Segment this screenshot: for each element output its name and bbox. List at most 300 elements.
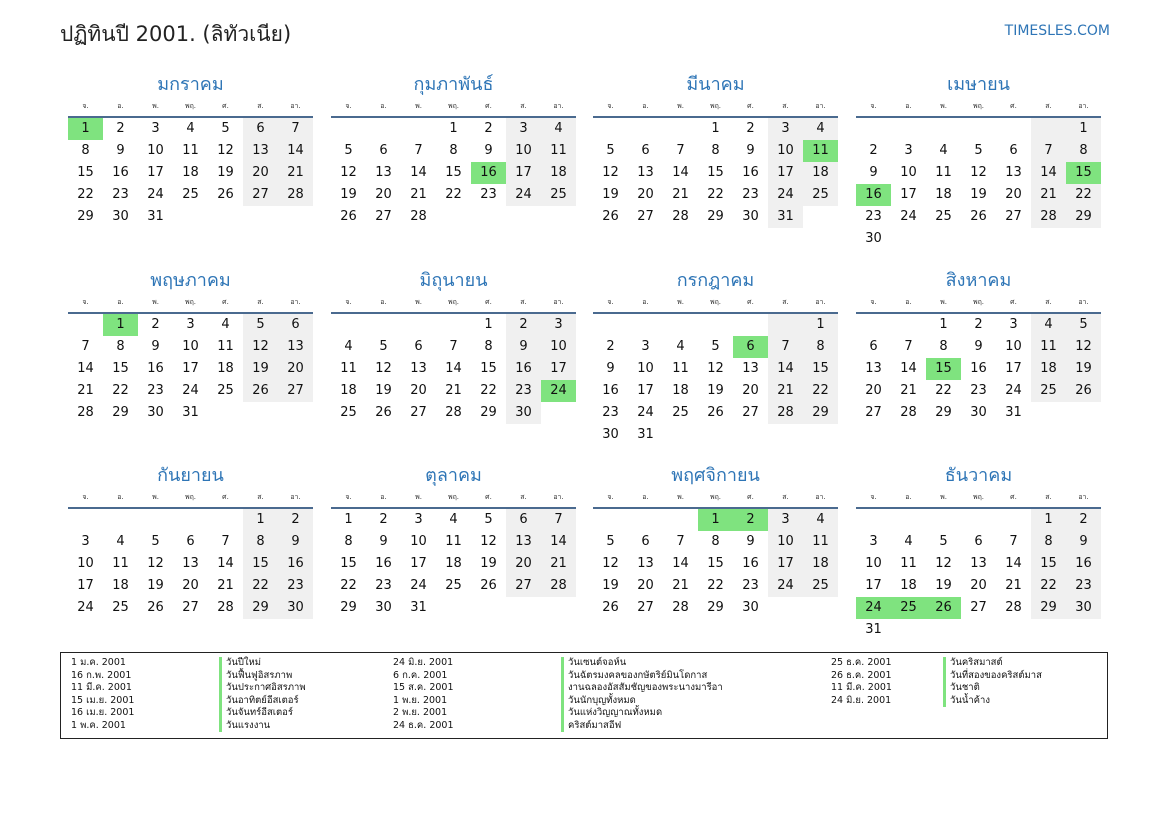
day-cell[interactable]: 9 <box>869 165 878 180</box>
day-cell[interactable]: 23 <box>112 187 129 202</box>
day-cell[interactable]: 15 <box>1031 553 1066 575</box>
day-cell[interactable]: 2 <box>746 121 755 136</box>
day-cell[interactable]: 20 <box>375 187 392 202</box>
day-cell[interactable]: 21 <box>278 162 313 184</box>
day-cell[interactable]: 19 <box>602 578 619 593</box>
day-cell[interactable]: 2 <box>869 143 878 158</box>
day-cell[interactable]: 15 <box>77 165 94 180</box>
day-cell[interactable]: 30 <box>970 405 987 420</box>
day-cell[interactable]: 26 <box>1066 380 1101 402</box>
day-cell[interactable]: 10 <box>1005 339 1022 354</box>
day-cell[interactable]: 12 <box>602 165 619 180</box>
day-cell[interactable]: 24 <box>77 600 94 615</box>
day-cell[interactable]: 2 <box>1066 509 1101 531</box>
day-cell[interactable]: 16 <box>742 165 759 180</box>
day-cell[interactable]: 1 <box>484 317 493 332</box>
day-cell[interactable]: 7 <box>221 534 230 549</box>
day-cell[interactable]: 29 <box>340 600 357 615</box>
day-cell[interactable]: 2 <box>506 314 541 336</box>
day-cell[interactable]: 26 <box>602 600 619 615</box>
day-cell[interactable]: 12 <box>340 165 357 180</box>
day-cell[interactable]: 24 <box>768 184 803 206</box>
day-cell[interactable]: 19 <box>217 165 234 180</box>
day-cell[interactable]: 10 <box>410 534 427 549</box>
day-cell[interactable]: 5 <box>711 339 720 354</box>
day-cell[interactable]: 22 <box>112 383 129 398</box>
day-cell[interactable]: 27 <box>182 600 199 615</box>
day-cell[interactable]: 25 <box>935 209 952 224</box>
day-cell[interactable]: 9 <box>151 339 160 354</box>
day-cell[interactable]: 5 <box>939 534 948 549</box>
day-cell[interactable]: 10 <box>637 361 654 376</box>
day-cell[interactable]: 28 <box>445 405 462 420</box>
day-cell[interactable]: 7 <box>541 509 576 531</box>
day-cell[interactable]: 20 <box>243 162 278 184</box>
day-cell[interactable]: 11 <box>935 165 952 180</box>
day-cell[interactable]: 26 <box>147 600 164 615</box>
day-cell[interactable]: 26 <box>217 187 234 202</box>
day-cell[interactable]: 25 <box>803 575 838 597</box>
day-cell[interactable]: 7 <box>676 534 685 549</box>
day-cell[interactable]: 18 <box>217 361 234 376</box>
day-cell[interactable]: 13 <box>637 165 654 180</box>
day-cell[interactable]: 16 <box>1066 553 1101 575</box>
day-cell[interactable]: 13 <box>865 361 882 376</box>
day-cell[interactable]: 5 <box>1066 314 1101 336</box>
day-cell[interactable]: 12 <box>375 361 392 376</box>
day-cell[interactable]: 22 <box>480 383 497 398</box>
day-cell[interactable]: 7 <box>904 339 913 354</box>
day-cell[interactable]: 14 <box>410 165 427 180</box>
day-cell[interactable]: 6 <box>414 339 423 354</box>
day-cell[interactable]: 30 <box>278 597 313 619</box>
day-cell[interactable]: 4 <box>541 118 576 140</box>
day-cell[interactable]: 19 <box>602 187 619 202</box>
day-cell[interactable]: 21 <box>672 578 689 593</box>
day-cell[interactable]: 17 <box>506 162 541 184</box>
day-cell[interactable]: 27 <box>637 600 654 615</box>
day-cell[interactable]: 28 <box>1031 206 1066 228</box>
day-cell[interactable]: 13 <box>410 361 427 376</box>
day-cell[interactable]: 15 <box>112 361 129 376</box>
day-cell[interactable]: 20 <box>410 383 427 398</box>
day-cell[interactable]: 2 <box>484 121 493 136</box>
day-cell[interactable]: 22 <box>1031 575 1066 597</box>
day-cell[interactable]: 13 <box>375 165 392 180</box>
day-cell[interactable]: 27 <box>278 380 313 402</box>
day-cell[interactable]: 7 <box>768 336 803 358</box>
day-cell[interactable]: 18 <box>1031 358 1066 380</box>
day-cell[interactable]: 17 <box>865 578 882 593</box>
day-cell[interactable]: 10 <box>541 336 576 358</box>
day-cell[interactable]: 19 <box>340 187 357 202</box>
day-cell[interactable]: 8 <box>1066 140 1101 162</box>
day-cell[interactable]: 25 <box>182 187 199 202</box>
day-cell[interactable]: 4 <box>186 121 195 136</box>
day-cell[interactable]: 28 <box>541 575 576 597</box>
day-cell[interactable]: 13 <box>970 556 987 571</box>
day-cell[interactable]: 12 <box>217 143 234 158</box>
day-cell[interactable]: 2 <box>733 509 768 531</box>
day-cell[interactable]: 21 <box>900 383 917 398</box>
day-cell[interactable]: 25 <box>1031 380 1066 402</box>
day-cell[interactable]: 4 <box>344 339 353 354</box>
day-cell[interactable]: 12 <box>970 165 987 180</box>
day-cell[interactable]: 6 <box>278 314 313 336</box>
day-cell[interactable]: 10 <box>147 143 164 158</box>
day-cell[interactable]: 16 <box>147 361 164 376</box>
day-cell[interactable]: 16 <box>602 383 619 398</box>
day-cell[interactable]: 26 <box>970 209 987 224</box>
day-cell[interactable]: 18 <box>340 383 357 398</box>
day-cell[interactable]: 11 <box>445 534 462 549</box>
day-cell[interactable]: 25 <box>803 184 838 206</box>
day-cell[interactable]: 17 <box>147 165 164 180</box>
day-cell[interactable]: 10 <box>77 556 94 571</box>
day-cell[interactable]: 13 <box>278 336 313 358</box>
day-cell[interactable]: 1 <box>68 118 103 140</box>
day-cell[interactable]: 17 <box>637 383 654 398</box>
day-cell[interactable]: 17 <box>541 358 576 380</box>
day-cell[interactable]: 26 <box>602 209 619 224</box>
day-cell[interactable]: 26 <box>340 209 357 224</box>
day-cell[interactable]: 20 <box>742 383 759 398</box>
day-cell[interactable]: 23 <box>375 578 392 593</box>
day-cell[interactable]: 7 <box>676 143 685 158</box>
day-cell[interactable]: 24 <box>637 405 654 420</box>
day-cell[interactable]: 4 <box>803 118 838 140</box>
day-cell[interactable]: 29 <box>112 405 129 420</box>
day-cell[interactable]: 24 <box>506 184 541 206</box>
day-cell[interactable]: 13 <box>243 140 278 162</box>
day-cell[interactable]: 8 <box>116 339 125 354</box>
day-cell[interactable]: 14 <box>217 556 234 571</box>
day-cell[interactable]: 10 <box>506 140 541 162</box>
day-cell[interactable]: 16 <box>278 553 313 575</box>
day-cell[interactable]: 20 <box>970 578 987 593</box>
day-cell[interactable]: 20 <box>182 578 199 593</box>
day-cell[interactable]: 20 <box>865 383 882 398</box>
day-cell[interactable]: 11 <box>340 361 357 376</box>
day-cell[interactable]: 8 <box>81 143 90 158</box>
day-cell[interactable]: 21 <box>768 380 803 402</box>
day-cell[interactable]: 24 <box>768 575 803 597</box>
day-cell[interactable]: 30 <box>375 600 392 615</box>
day-cell[interactable]: 24 <box>856 597 891 619</box>
day-cell[interactable]: 5 <box>379 339 388 354</box>
day-cell[interactable]: 24 <box>182 383 199 398</box>
day-cell[interactable]: 18 <box>803 162 838 184</box>
day-cell[interactable]: 29 <box>480 405 497 420</box>
day-cell[interactable]: 14 <box>900 361 917 376</box>
day-cell[interactable]: 22 <box>707 578 724 593</box>
day-cell[interactable]: 1 <box>1066 118 1101 140</box>
day-cell[interactable]: 4 <box>1031 314 1066 336</box>
day-cell[interactable]: 16 <box>506 358 541 380</box>
day-cell[interactable]: 21 <box>410 187 427 202</box>
day-cell[interactable]: 20 <box>1005 187 1022 202</box>
day-cell[interactable]: 1 <box>449 121 458 136</box>
day-cell[interactable]: 8 <box>1031 531 1066 553</box>
day-cell[interactable]: 16 <box>112 165 129 180</box>
day-cell[interactable]: 23 <box>865 209 882 224</box>
day-cell[interactable]: 12 <box>935 556 952 571</box>
day-cell[interactable]: 8 <box>939 339 948 354</box>
day-cell[interactable]: 31 <box>768 206 803 228</box>
day-cell[interactable]: 5 <box>243 314 278 336</box>
day-cell[interactable]: 14 <box>1031 162 1066 184</box>
day-cell[interactable]: 10 <box>182 339 199 354</box>
day-cell[interactable]: 2 <box>606 339 615 354</box>
day-cell[interactable]: 5 <box>151 534 160 549</box>
day-cell[interactable]: 2 <box>278 509 313 531</box>
day-cell[interactable]: 21 <box>672 187 689 202</box>
day-cell[interactable]: 6 <box>641 143 650 158</box>
day-cell[interactable]: 3 <box>151 121 160 136</box>
day-cell[interactable]: 15 <box>926 358 961 380</box>
day-cell[interactable]: 13 <box>1005 165 1022 180</box>
day-cell[interactable]: 4 <box>449 512 458 527</box>
day-cell[interactable]: 19 <box>375 383 392 398</box>
day-cell[interactable]: 14 <box>541 531 576 553</box>
day-cell[interactable]: 27 <box>742 405 759 420</box>
day-cell[interactable]: 4 <box>939 143 948 158</box>
day-cell[interactable]: 15 <box>707 556 724 571</box>
day-cell[interactable]: 4 <box>676 339 685 354</box>
day-cell[interactable]: 1 <box>103 314 138 336</box>
day-cell[interactable]: 12 <box>602 556 619 571</box>
day-cell[interactable]: 16 <box>375 556 392 571</box>
day-cell[interactable]: 19 <box>970 187 987 202</box>
day-cell[interactable]: 17 <box>77 578 94 593</box>
day-cell[interactable]: 24 <box>147 187 164 202</box>
day-cell[interactable]: 19 <box>147 578 164 593</box>
day-cell[interactable]: 8 <box>344 534 353 549</box>
day-cell[interactable]: 4 <box>221 317 230 332</box>
day-cell[interactable]: 9 <box>506 336 541 358</box>
day-cell[interactable]: 30 <box>1066 597 1101 619</box>
day-cell[interactable]: 31 <box>865 622 882 637</box>
day-cell[interactable]: 24 <box>541 380 576 402</box>
day-cell[interactable]: 4 <box>803 509 838 531</box>
day-cell[interactable]: 11 <box>217 339 234 354</box>
day-cell[interactable]: 19 <box>707 383 724 398</box>
day-cell[interactable]: 30 <box>112 209 129 224</box>
day-cell[interactable]: 2 <box>379 512 388 527</box>
day-cell[interactable]: 31 <box>1005 405 1022 420</box>
day-cell[interactable]: 18 <box>182 165 199 180</box>
day-cell[interactable]: 18 <box>112 578 129 593</box>
day-cell[interactable]: 15 <box>340 556 357 571</box>
day-cell[interactable]: 28 <box>672 209 689 224</box>
day-cell[interactable]: 6 <box>1009 143 1018 158</box>
day-cell[interactable]: 16 <box>471 162 506 184</box>
day-cell[interactable]: 10 <box>768 140 803 162</box>
day-cell[interactable]: 25 <box>672 405 689 420</box>
day-cell[interactable]: 16 <box>742 556 759 571</box>
day-cell[interactable]: 9 <box>746 143 755 158</box>
day-cell[interactable]: 9 <box>278 531 313 553</box>
day-cell[interactable]: 25 <box>541 184 576 206</box>
day-cell[interactable]: 20 <box>278 358 313 380</box>
day-cell[interactable]: 31 <box>147 209 164 224</box>
day-cell[interactable]: 5 <box>344 143 353 158</box>
day-cell[interactable]: 29 <box>803 402 838 424</box>
day-cell[interactable]: 30 <box>147 405 164 420</box>
day-cell[interactable]: 11 <box>541 140 576 162</box>
day-cell[interactable]: 28 <box>900 405 917 420</box>
day-cell[interactable]: 19 <box>935 578 952 593</box>
day-cell[interactable]: 27 <box>1005 209 1022 224</box>
day-cell[interactable]: 3 <box>414 512 423 527</box>
day-cell[interactable]: 6 <box>641 534 650 549</box>
day-cell[interactable]: 25 <box>891 597 926 619</box>
day-cell[interactable]: 8 <box>711 534 720 549</box>
day-cell[interactable]: 10 <box>768 531 803 553</box>
day-cell[interactable]: 23 <box>1066 575 1101 597</box>
day-cell[interactable]: 9 <box>606 361 615 376</box>
day-cell[interactable]: 30 <box>506 402 541 424</box>
day-cell[interactable]: 8 <box>711 143 720 158</box>
day-cell[interactable]: 2 <box>974 317 983 332</box>
day-cell[interactable]: 10 <box>900 165 917 180</box>
day-cell[interactable]: 15 <box>1066 162 1101 184</box>
day-cell[interactable]: 30 <box>602 427 619 442</box>
day-cell[interactable]: 14 <box>672 556 689 571</box>
day-cell[interactable]: 25 <box>445 578 462 593</box>
day-cell[interactable]: 6 <box>243 118 278 140</box>
day-cell[interactable]: 7 <box>81 339 90 354</box>
day-cell[interactable]: 31 <box>410 600 427 615</box>
day-cell[interactable]: 3 <box>904 143 913 158</box>
day-cell[interactable]: 28 <box>77 405 94 420</box>
day-cell[interactable]: 6 <box>974 534 983 549</box>
day-cell[interactable]: 21 <box>217 578 234 593</box>
day-cell[interactable]: 14 <box>672 165 689 180</box>
day-cell[interactable]: 5 <box>974 143 983 158</box>
day-cell[interactable]: 3 <box>541 314 576 336</box>
day-cell[interactable]: 31 <box>182 405 199 420</box>
day-cell[interactable]: 11 <box>112 556 129 571</box>
day-cell[interactable]: 9 <box>116 143 125 158</box>
day-cell[interactable]: 3 <box>768 509 803 531</box>
day-cell[interactable]: 21 <box>1005 578 1022 593</box>
day-cell[interactable]: 19 <box>480 556 497 571</box>
day-cell[interactable]: 3 <box>186 317 195 332</box>
day-cell[interactable]: 13 <box>506 531 541 553</box>
day-cell[interactable]: 17 <box>768 162 803 184</box>
day-cell[interactable]: 1 <box>803 314 838 336</box>
day-cell[interactable]: 20 <box>637 578 654 593</box>
day-cell[interactable]: 18 <box>541 162 576 184</box>
day-cell[interactable]: 23 <box>742 578 759 593</box>
day-cell[interactable]: 4 <box>904 534 913 549</box>
day-cell[interactable]: 8 <box>484 339 493 354</box>
day-cell[interactable]: 9 <box>379 534 388 549</box>
day-cell[interactable]: 29 <box>707 600 724 615</box>
day-cell[interactable]: 9 <box>484 143 493 158</box>
day-cell[interactable]: 1 <box>243 509 278 531</box>
day-cell[interactable]: 3 <box>506 118 541 140</box>
day-cell[interactable]: 9 <box>746 534 755 549</box>
day-cell[interactable]: 31 <box>637 427 654 442</box>
day-cell[interactable]: 6 <box>186 534 195 549</box>
day-cell[interactable]: 8 <box>803 336 838 358</box>
day-cell[interactable]: 22 <box>707 187 724 202</box>
day-cell[interactable]: 28 <box>217 600 234 615</box>
day-cell[interactable]: 1 <box>344 512 353 527</box>
day-cell[interactable]: 6 <box>869 339 878 354</box>
day-cell[interactable]: 13 <box>637 556 654 571</box>
day-cell[interactable]: 27 <box>865 405 882 420</box>
day-cell[interactable]: 21 <box>77 383 94 398</box>
day-cell[interactable]: 22 <box>445 187 462 202</box>
day-cell[interactable]: 21 <box>1031 184 1066 206</box>
day-cell[interactable]: 23 <box>602 405 619 420</box>
day-cell[interactable]: 17 <box>182 361 199 376</box>
day-cell[interactable]: 12 <box>147 556 164 571</box>
day-cell[interactable]: 21 <box>541 553 576 575</box>
day-cell[interactable]: 8 <box>449 143 458 158</box>
day-cell[interactable]: 28 <box>410 209 427 224</box>
day-cell[interactable]: 9 <box>1066 531 1101 553</box>
day-cell[interactable]: 3 <box>869 534 878 549</box>
site-link[interactable]: TIMESLES.COM <box>1004 23 1110 39</box>
day-cell[interactable]: 22 <box>77 187 94 202</box>
day-cell[interactable]: 11 <box>1031 336 1066 358</box>
day-cell[interactable]: 23 <box>278 575 313 597</box>
day-cell[interactable]: 3 <box>1009 317 1018 332</box>
day-cell[interactable]: 17 <box>768 553 803 575</box>
day-cell[interactable]: 23 <box>506 380 541 402</box>
day-cell[interactable]: 3 <box>81 534 90 549</box>
day-cell[interactable]: 13 <box>182 556 199 571</box>
day-cell[interactable]: 24 <box>410 578 427 593</box>
day-cell[interactable]: 30 <box>865 231 882 246</box>
day-cell[interactable]: 20 <box>506 553 541 575</box>
day-cell[interactable]: 29 <box>243 597 278 619</box>
day-cell[interactable]: 5 <box>484 512 493 527</box>
day-cell[interactable]: 27 <box>243 184 278 206</box>
day-cell[interactable]: 10 <box>865 556 882 571</box>
day-cell[interactable]: 15 <box>803 358 838 380</box>
day-cell[interactable]: 23 <box>147 383 164 398</box>
day-cell[interactable]: 28 <box>1005 600 1022 615</box>
day-cell[interactable]: 28 <box>278 184 313 206</box>
day-cell[interactable]: 5 <box>606 143 615 158</box>
day-cell[interactable]: 26 <box>480 578 497 593</box>
day-cell[interactable]: 18 <box>900 578 917 593</box>
day-cell[interactable]: 27 <box>970 600 987 615</box>
day-cell[interactable]: 23 <box>742 187 759 202</box>
day-cell[interactable]: 15 <box>707 165 724 180</box>
day-cell[interactable]: 7 <box>449 339 458 354</box>
day-cell[interactable]: 6 <box>733 336 768 358</box>
day-cell[interactable]: 26 <box>926 597 961 619</box>
day-cell[interactable]: 26 <box>707 405 724 420</box>
day-cell[interactable]: 24 <box>1005 383 1022 398</box>
day-cell[interactable]: 6 <box>506 509 541 531</box>
day-cell[interactable]: 25 <box>217 383 234 398</box>
day-cell[interactable]: 7 <box>1009 534 1018 549</box>
day-cell[interactable]: 1 <box>939 317 948 332</box>
day-cell[interactable]: 5 <box>221 121 230 136</box>
day-cell[interactable]: 3 <box>768 118 803 140</box>
day-cell[interactable]: 30 <box>742 600 759 615</box>
day-cell[interactable]: 19 <box>243 358 278 380</box>
day-cell[interactable]: 22 <box>340 578 357 593</box>
day-cell[interactable]: 14 <box>1005 556 1022 571</box>
